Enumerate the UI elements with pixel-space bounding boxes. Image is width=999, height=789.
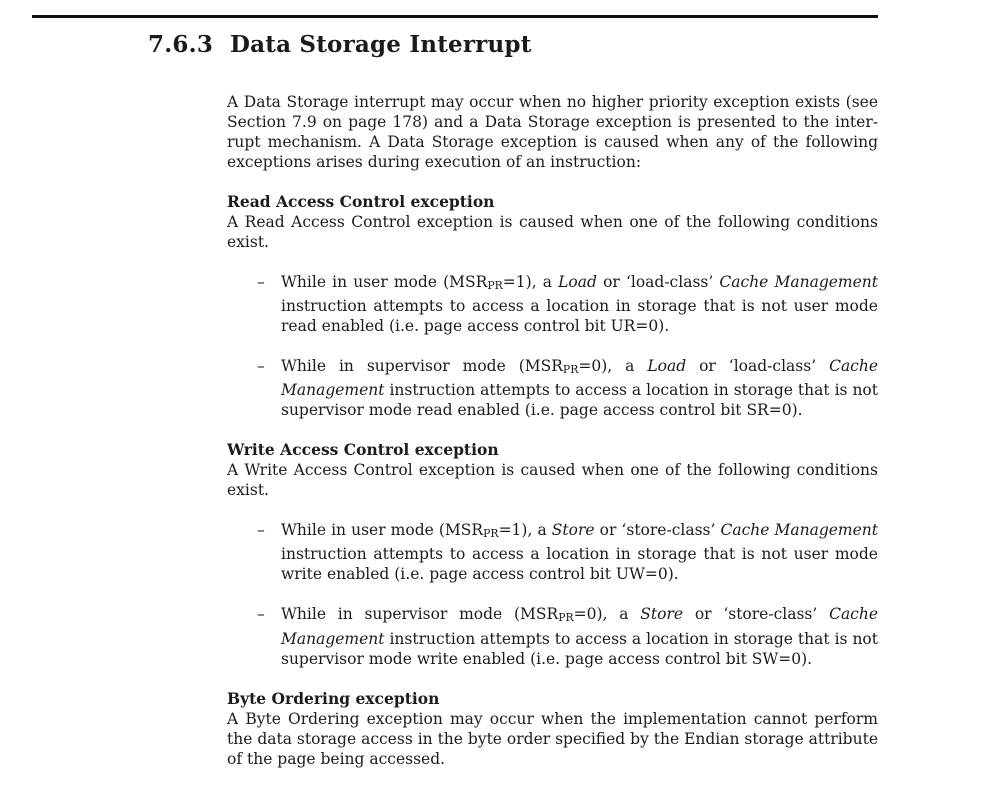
bullet-item (257, 272, 878, 336)
intro-paragraph: A Data Storage interrupt may occur when no higher priority exception exists (see Section 7.9 on page 178) and a Data Storage exception is presented to the interrupt mechanism. A Data Storage exception is caused when any of the following exceptions arises during execution of an instruction: (227, 93, 878, 171)
exception-description: A Read Access Control exception is caused when one of the following conditions exist. (227, 213, 878, 251)
bullet-item (257, 520, 878, 584)
exception-heading: Byte Ordering exception (227, 688, 440, 708)
bullet-dash: – (257, 521, 265, 540)
bullet-dash: – (257, 273, 265, 291)
exception-section (227, 192, 878, 420)
exception-heading: Write Access Control exception (227, 440, 499, 460)
exception-description: A Byte Ordering exception may occur when the implementation cannot perform the data storage access in the byte order specified by the Endian storage attribute of the page being accessed. (227, 709, 878, 768)
exception-section (227, 689, 878, 769)
bullet-text: While in user mode $(MSR_{PR}=1)$, a Store or ‘store-class’ Cache Management instruction attempts to access a location in storage that is not user mode write enabled (i.e. page access control bit UW=0). (281, 521, 879, 584)
section-title: Data Storage Interrupt (230, 31, 532, 58)
exception-heading: Read Access Control exception (227, 192, 495, 211)
bullet-text: While in supervisor mode $(MSR_{PR}=0)$, a Store or ‘store-class’ Cache Management instruction attempts to access a location in storage that is not supervisor mode write enabled (i.e. page access control bit SW=0). (281, 605, 879, 668)
section-number: 7.6.3 (148, 31, 214, 58)
bullet-text: While in supervisor mode $(MSR_{PR}=0)$, a Load or ‘load-class’ Cache Management instruction attempts to access a location in storage that is not supervisor mode read enabled (i.e. page access control bit SR=0). (281, 357, 879, 420)
top-rule (32, 15, 878, 18)
body-content (227, 92, 878, 789)
bullet-item (257, 356, 878, 420)
bullet-item (257, 604, 878, 668)
bullet-text: While in user mode $(MSR_{PR}=1)$, a Load or ‘load-class’ Cache Management instruction attempts to access a location in storage that is not user mode read enabled (i.e. page access control bit UR=0). (281, 273, 879, 336)
exception-section (227, 440, 878, 668)
bullet-dash: – (257, 357, 265, 376)
sections (227, 192, 878, 769)
section-heading (148, 31, 532, 59)
exception-description: A Write Access Control exception is caused when one of the following conditions exist. (227, 461, 878, 500)
bullet-dash: – (257, 605, 265, 624)
